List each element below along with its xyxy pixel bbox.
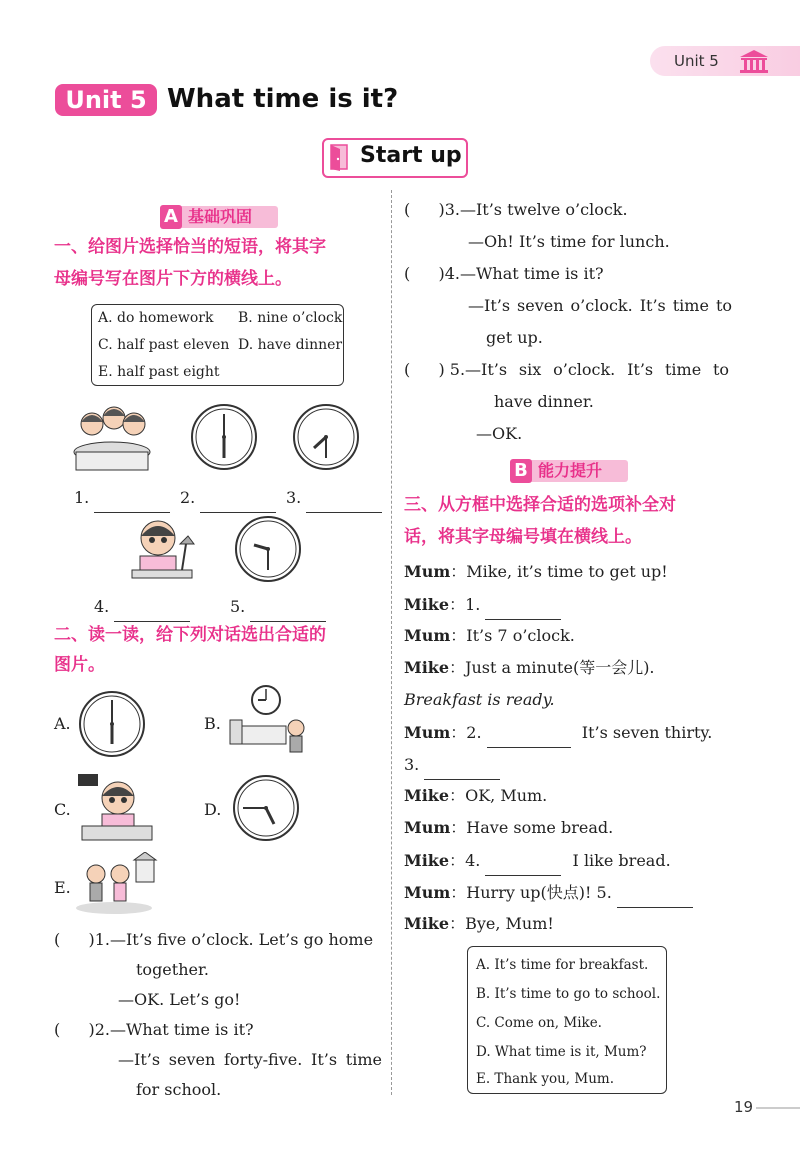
q1-blank-1 <box>74 481 170 513</box>
q3-line-6-speaker: Mum <box>404 723 451 742</box>
q2-girl-breakfast-picture <box>76 772 156 844</box>
q1-heading-line1: 一、给图片选择恰当的短语，将其字 <box>54 237 326 257</box>
q2-item-1-paren-close: ) <box>88 930 95 949</box>
q2-kids-walking-picture <box>74 852 160 916</box>
q1-blank-2 <box>180 481 276 513</box>
q2-bed-clock-picture <box>226 684 308 756</box>
q2-item-1-line-3: —OK. Let’s go! <box>118 990 241 1009</box>
q2-picture-label-d: D. <box>204 800 222 819</box>
q2-item-4-line-1: —What time is it? <box>459 264 604 283</box>
page-number: 19 <box>734 1098 754 1116</box>
q3-line-8-text: OK, Mum. <box>465 786 548 805</box>
unit-title-badge: Unit 5 <box>55 84 157 116</box>
q3-option-c: C. Come on, Mike. <box>476 1015 602 1031</box>
page-number-rule <box>756 1107 800 1109</box>
q2-item-5-num: 5. <box>449 360 466 379</box>
q3-line-6 <box>404 716 712 748</box>
q3-line-12-sep: ： <box>449 914 466 933</box>
q3-line-11-text: Hurry up(快点)! 5. <box>466 883 612 902</box>
q1-blank-3 <box>286 481 382 513</box>
q1-blank-2-num: 2. <box>180 488 196 507</box>
q1-blank-4 <box>94 590 190 622</box>
section-a-letter: A <box>160 205 182 229</box>
q2-item-3-line-1: —It’s twelve o’clock. <box>459 200 628 219</box>
unit-title: What time is it? <box>167 84 399 114</box>
q3-line-8-speaker: Mike <box>404 786 450 805</box>
girl-homework-picture <box>128 514 198 582</box>
q2-item-2-paren-close: ) <box>88 1020 95 1039</box>
q1-heading-line2: 母编号写在图片下方的横线上。 <box>54 269 292 289</box>
q2-item-4-line-3: get up. <box>486 328 543 347</box>
q3-line-4-sep: ： <box>449 658 466 677</box>
q3-line-12-speaker: Mike <box>404 914 450 933</box>
q2-heading-line2: 图片。 <box>54 655 105 675</box>
q2-picture-label-e: E. <box>54 878 71 897</box>
q1-option-b: B. nine o’clock <box>238 310 343 326</box>
q2-item-3-answer-slot[interactable] <box>415 194 433 225</box>
q2-item-5-line-1: —It’s six o’clock. It’s time to <box>465 360 730 379</box>
q3-line-12-text: Bye, Mum! <box>465 914 554 933</box>
q3-line-3-speaker: Mum <box>404 626 451 645</box>
start-up-banner <box>322 138 468 178</box>
q2-item-5-answer-slot[interactable] <box>415 354 433 385</box>
q3-line-9 <box>404 812 613 843</box>
q1-options-box <box>91 304 344 386</box>
q2-item-2-line-2: —It’s seven forty-five. It’s time <box>118 1050 382 1069</box>
q2-item-5-paren-open: ( <box>404 360 411 379</box>
q3-line-3 <box>404 620 575 651</box>
q2-clock-a-picture <box>76 690 148 758</box>
q3-line-2-text: 1. <box>465 595 481 614</box>
q2-item-2-num: 2. <box>94 1020 110 1039</box>
q2-heading-line1: 二、读一读，给下列对话选出合适的 <box>54 625 326 645</box>
q2-item-2 <box>54 1014 254 1045</box>
q2-item-3 <box>404 194 628 225</box>
q2-item-3-paren-close: ) <box>438 200 445 219</box>
family-dinner-picture <box>72 402 152 472</box>
q3-answer-line-2[interactable] <box>487 716 571 748</box>
q3-line-10-sep: ： <box>449 851 466 870</box>
section-b-letter: B <box>510 459 532 483</box>
q1-option-c: C. half past eleven <box>98 337 230 353</box>
q3-line-3-text: It’s 7 o’clock. <box>466 626 575 645</box>
q2-clock-d-picture <box>230 774 302 842</box>
q3-line-2 <box>404 588 561 620</box>
q3-line-10 <box>404 844 671 876</box>
q2-item-3-line-2: —Oh! It’s time for lunch. <box>468 232 670 251</box>
q3-line-10-text: 4. <box>465 851 481 870</box>
q3-line-8 <box>404 780 547 811</box>
q3-heading-line1: 三、从方框中选择合适的选项补全对 <box>404 495 676 515</box>
q3-line-5: Breakfast is ready. <box>404 690 555 709</box>
q3-option-b: B. It’s time to go to school. <box>476 986 661 1002</box>
q3-line-10-after: I like bread. <box>572 851 671 870</box>
q3-line-2-sep: ： <box>449 595 466 614</box>
q3-heading-line2: 话，将其字母编号填在横线上。 <box>404 527 642 547</box>
q2-item-5-line-2: have dinner. <box>494 392 594 411</box>
q3-line-11 <box>404 876 693 908</box>
section-a-badge <box>160 206 278 228</box>
q3-line-1-speaker: Mum <box>404 562 451 581</box>
q3-line-1-text: Mike, it’s time to get up! <box>466 562 668 581</box>
q2-item-4-num: 4. <box>444 264 460 283</box>
q1-answer-line-4[interactable] <box>114 590 190 622</box>
q3-line-7 <box>404 748 500 780</box>
q2-item-1-line-1: —It’s five o’clock. Let’s go home <box>109 930 374 949</box>
q1-blank-5 <box>230 590 326 622</box>
q3-option-d: D. What time is it, Mum? <box>476 1044 647 1060</box>
column-divider <box>391 190 392 1095</box>
q2-item-2-line-1: —What time is it? <box>109 1020 254 1039</box>
q2-picture-label-a: A. <box>54 714 71 733</box>
q1-blank-4-num: 4. <box>94 597 110 616</box>
q2-item-4 <box>404 258 604 289</box>
q3-line-11-sep: ： <box>450 883 467 902</box>
q2-item-4-paren-open: ( <box>404 264 411 283</box>
clock-2-picture <box>290 403 362 471</box>
q2-item-5-paren-close: ) <box>438 360 445 379</box>
q1-option-d: D. have dinner <box>238 337 343 353</box>
section-a-label: 基础巩固 <box>188 207 253 226</box>
q1-blank-3-num: 3. <box>286 488 302 507</box>
q2-item-4-line-2: —It’s seven o’clock. It’s time to <box>468 296 732 315</box>
section-b-label: 能力提升 <box>538 461 603 480</box>
q3-answer-line-4[interactable] <box>485 844 561 876</box>
door-icon <box>328 143 354 171</box>
q2-item-4-answer-slot[interactable] <box>415 258 433 289</box>
q3-answer-line-3[interactable] <box>424 748 500 780</box>
q2-item-1-num: 1. <box>94 930 110 949</box>
q2-item-2-line-3: for school. <box>136 1080 222 1099</box>
clock-1-picture <box>188 403 260 471</box>
q1-option-a: A. do homework <box>98 310 214 326</box>
q3-line-9-sep: ： <box>450 818 467 837</box>
q3-line-4 <box>404 652 655 683</box>
q1-answer-line-5[interactable] <box>250 590 326 622</box>
q2-item-1-line-2: together. <box>136 960 209 979</box>
clock-3-picture <box>232 515 304 583</box>
q2-item-1 <box>54 924 373 955</box>
q3-option-e: E. Thank you, Mum. <box>476 1071 614 1087</box>
q3-line-1-sep: ： <box>450 562 467 581</box>
q3-line-4-text: Just a minute(等一会儿). <box>465 658 655 677</box>
q3-answer-line-5[interactable] <box>617 876 693 908</box>
q2-item-2-paren-open: ( <box>54 1020 61 1039</box>
q3-line-6-text: 2. <box>466 723 482 742</box>
q2-picture-label-c: C. <box>54 800 71 819</box>
q3-line-6-sep: ： <box>450 723 467 742</box>
q2-item-2-answer-slot[interactable] <box>65 1014 83 1045</box>
q2-picture-label-b: B. <box>204 714 221 733</box>
q1-answer-line-3[interactable] <box>306 481 382 513</box>
start-up-label: Start up <box>360 143 462 168</box>
q3-line-9-text: Have some bread. <box>466 818 614 837</box>
q1-option-e: E. half past eight <box>98 364 220 380</box>
q3-answer-line-1[interactable] <box>485 588 561 620</box>
q2-item-3-num: 3. <box>444 200 460 219</box>
q2-item-5 <box>404 354 732 385</box>
unit-header-tab <box>650 46 800 76</box>
q2-item-5-line-3: —OK. <box>476 424 523 443</box>
q3-line-6-after: It’s seven thirty. <box>581 723 713 742</box>
q3-line-4-speaker: Mike <box>404 658 450 677</box>
q3-line-11-speaker: Mum <box>404 883 451 902</box>
temple-icon <box>736 48 772 74</box>
q3-line-7-text: 3. <box>404 755 420 774</box>
q3-line-3-sep: ： <box>450 626 467 645</box>
q3-line-12 <box>404 908 554 939</box>
q1-blank-5-num: 5. <box>230 597 246 616</box>
q3-options-box <box>467 946 667 1094</box>
unit-header-label: Unit 5 <box>674 52 719 70</box>
q3-line-8-sep: ： <box>449 786 466 805</box>
q1-answer-line-1[interactable] <box>94 481 170 513</box>
q2-item-1-answer-slot[interactable] <box>65 924 83 955</box>
q3-line-10-speaker: Mike <box>404 851 450 870</box>
q3-line-1 <box>404 556 668 587</box>
q1-blank-1-num: 1. <box>74 488 90 507</box>
q3-option-a: A. It’s time for breakfast. <box>476 957 649 973</box>
q2-item-4-paren-close: ) <box>438 264 445 283</box>
q3-line-2-speaker: Mike <box>404 595 450 614</box>
q2-item-1-paren-open: ( <box>54 930 61 949</box>
q1-answer-line-2[interactable] <box>200 481 276 513</box>
section-b-badge <box>510 460 628 482</box>
q3-line-9-speaker: Mum <box>404 818 451 837</box>
q2-item-3-paren-open: ( <box>404 200 411 219</box>
